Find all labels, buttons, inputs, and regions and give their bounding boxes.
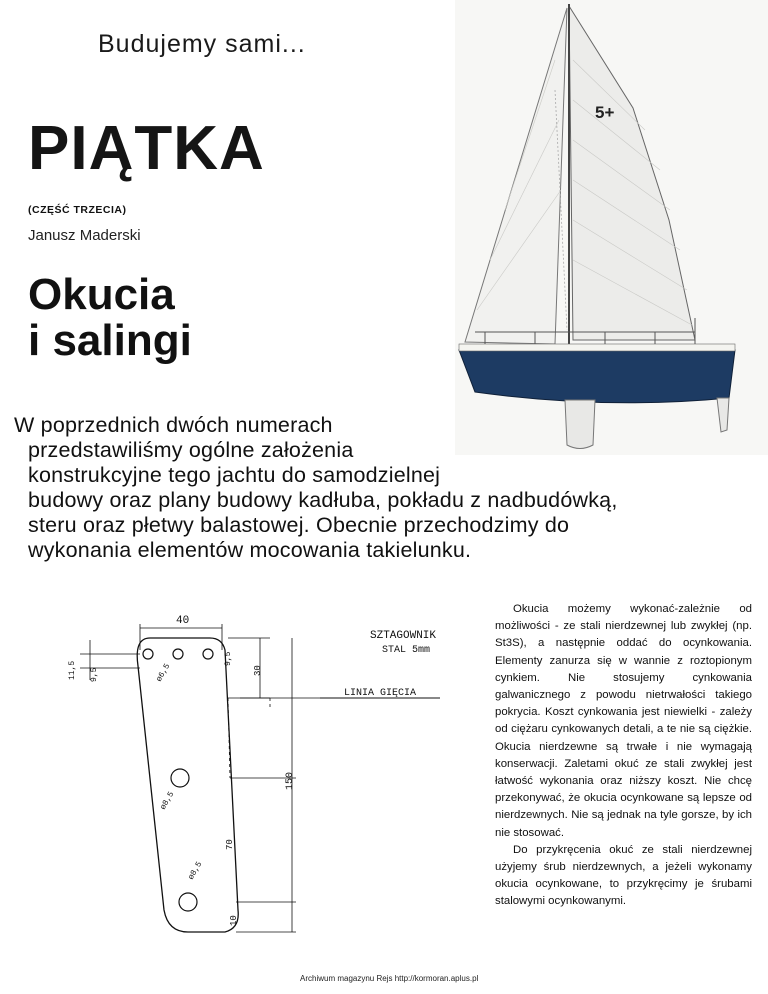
- dim-small-3: 9,5: [90, 667, 99, 682]
- dim-mid: 70: [225, 839, 235, 850]
- lead-line: W poprzednich dwóch numerach: [14, 413, 333, 437]
- headline-line-2: i salingi: [28, 316, 192, 365]
- drawing-labels: [68, 615, 436, 926]
- part-label: (CZĘŚĆ TRZECIA): [28, 204, 127, 216]
- article-main-title: PIĄTKA: [28, 114, 265, 183]
- hole-label-2: ø8,5: [158, 790, 177, 812]
- dim-width: 40: [176, 615, 190, 627]
- drawing-title-1: SZTAGOWNIK: [370, 630, 437, 642]
- lead-line: konstrukcyjne tego jachtu do samodzielnej: [28, 463, 441, 487]
- dim-height: 150: [285, 771, 296, 790]
- drawing-title-2: STAL 5mm: [382, 645, 431, 656]
- deck-line: [459, 344, 735, 351]
- lead-line: steru oraz płetwy balastowej. Obecnie przechodzimy do: [28, 513, 570, 537]
- lead-line: wykonania elementów mocowania takielunku.: [28, 538, 472, 562]
- holes: [143, 649, 213, 911]
- chainplate-technical-drawing: [60, 610, 492, 950]
- dim-small-2: 11,5: [68, 660, 77, 680]
- sail-number: 5+: [595, 103, 615, 122]
- lead-line: budowy oraz plany budowy kadłuba, pokładu z nadbudówką,: [28, 488, 618, 512]
- body-text-column: [495, 601, 752, 911]
- hull: [459, 350, 735, 403]
- dim-bottom: 10: [229, 915, 239, 926]
- body-paragraph-1: Okucia możemy wykonać-zależnie od możliwości - ze stali nierdzewnej lub zwykłej (np. St3S), a następnie oddać do ocynkowania. Elementy zanurza się w wannie z roztopionym cynkiem. Nie stosujemy cynkowania galwanicznego z powodu nietrwałości takiego pokrycia. Koszt cynkowania jest niewielki - zależy od ciężaru cynkowanych detali, a te nie są ciężkie. Okucia nierdzewne są trwałe i nie wymagają konserwacji. Zaletami okuć ze stali zwykłej jest łatwość wykonania oraz niższy koszt. Nie chcę przekonywać, że okucia ocynkowane są lepsze od nierdzewnych. Nie są jednak na tyle gorsze, by ich nie stosować.: [495, 603, 752, 839]
- hole-label-1: ø6,5: [154, 662, 173, 684]
- hole-label-3: ø8,5: [186, 860, 205, 882]
- sailboat-illustration: [455, 0, 768, 455]
- series-title: Budujemy sami...: [98, 30, 306, 58]
- dim-top: 30: [253, 665, 263, 676]
- author-name: Janusz Maderski: [28, 227, 141, 244]
- article-headline: [28, 272, 192, 364]
- keel: [565, 400, 595, 449]
- body-paragraph-2: Do przykręcenia okuć ze stali nierdzewnej użyjemy śrub nierdzewnych, a jeżeli wykonamy okucia ocynkowane, to przykręcimy je śrubami stalowymi ocynkowanymi.: [495, 843, 752, 908]
- bend-line-label: LINIA GIĘCIA: [344, 688, 417, 699]
- lead-line: przedstawiliśmy ogólne założenia: [28, 438, 354, 462]
- footer-archive-note: Archiwum magazynu Rejs http://kormoran.aplus.pl: [300, 974, 479, 983]
- headline-line-1: Okucia: [28, 270, 175, 319]
- dimension-lines: [80, 624, 320, 932]
- dim-small-1: 9,5: [224, 651, 233, 666]
- chainplate-outline: [137, 638, 238, 932]
